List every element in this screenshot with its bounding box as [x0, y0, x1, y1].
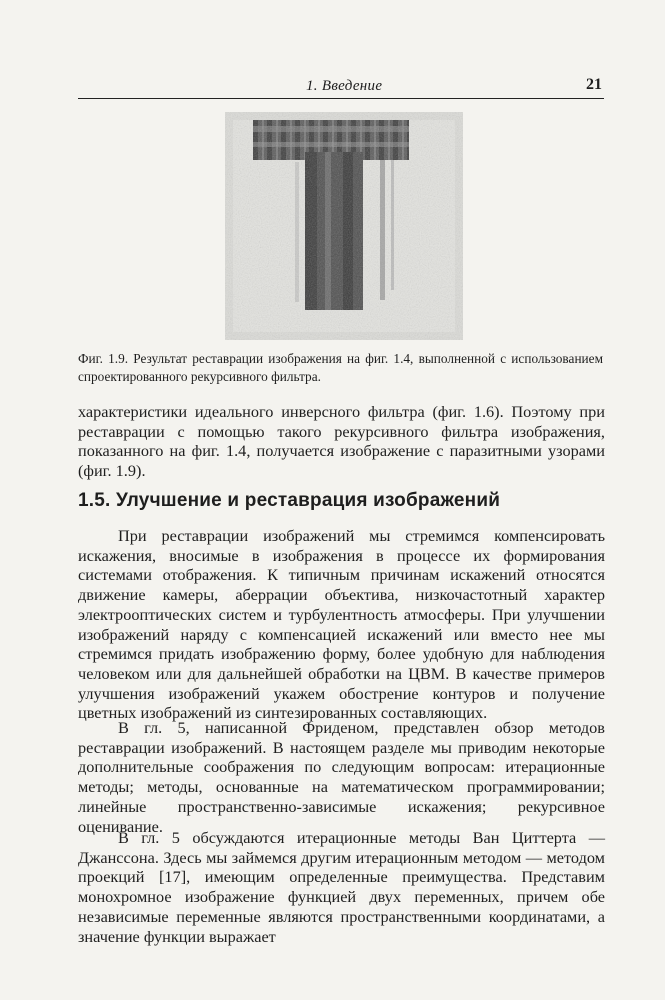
paragraph-1: При реставрации изображений мы стремимся компенсировать искажения, вносимые в изображения в процессе их формирования системами отображения. К типичным причинам искажений относятся движение камеры, аберрации объектива, низкочастотный характер электрооптических систем и турбулентность атмосферы. При улучшении изображений наряду с компенсацией искажений или вместо нее мы стремимся придать изображению форму, более удобную для наблюдения человеком или для дальнейшей обработки на ЦВМ. В качестве примеров улучшения изображений укажем обострение контуров и получение цветных изображений из синтезированных составляющих. [78, 526, 605, 723]
paragraph-2: В гл. 5, написанной Фриденом, представлен обзор методов реставрации изображений. В настоящем разделе мы приводим некоторые дополнительные соображения по следующим вопросам: итерационные методы; методы, основанные на математическом программировании; линейные пространственно-зависимые искажения; рекурсивное оценивание. [78, 718, 605, 836]
restored-letter-t-image [225, 112, 463, 340]
section-heading: 1.5. Улучшение и реставрация изображений [78, 490, 501, 511]
chapter-title: 1. Введение [306, 78, 383, 94]
paragraph-intro: характеристики идеального инверсного фильтра (фиг. 1.6). Поэтому при реставрации с помощью такого рекурсивного фильтра изображения, показанного на фиг. 1.4, получается изображение с паразитными узорами (фиг. 1.9). [78, 402, 605, 481]
figure-image [225, 112, 463, 340]
figure-caption: Фиг. 1.9. Результат реставрации изображения на фиг. 1.4, выполненной с использованием спроектированного рекурсивного фильтра. [78, 351, 603, 384]
running-header [78, 76, 604, 99]
page-number: 21 [586, 76, 602, 93]
paragraph-3: В гл. 5 обсуждаются итерационные методы Ван Циттерта — Джанссона. Здесь мы займемся другим итерационным методом — методом проекций [17], имеющим определенные преимущества. Представим монохромное изображение функцией двух переменных, причем обе независимые переменные являются пространственными координатами, а значение функции выражает [78, 828, 605, 946]
